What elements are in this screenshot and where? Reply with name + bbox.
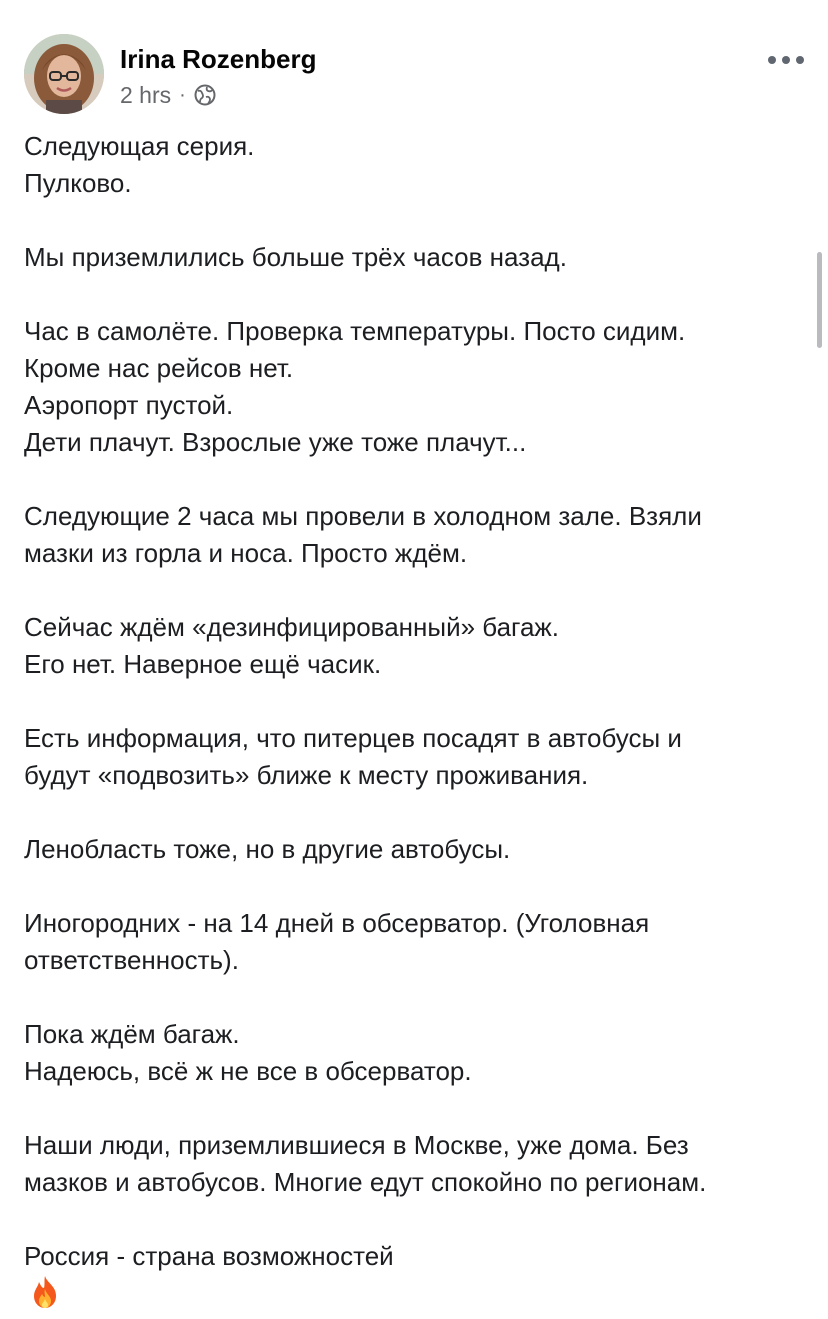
post-line: Кроме нас рейсов нет. xyxy=(24,353,294,383)
post-line: мазков и автобусов. Многие едут спокойно по регионам. xyxy=(24,1167,707,1197)
post-line: Аэропорт пустой. xyxy=(24,390,234,420)
post-text xyxy=(24,128,808,1309)
more-options-icon[interactable] xyxy=(768,50,804,70)
fire-icon xyxy=(30,1275,60,1309)
meta-separator: · xyxy=(179,83,186,106)
post-line: мазки из горла и носа. Просто ждём. xyxy=(24,538,468,568)
post-paragraph xyxy=(24,831,808,868)
post-line: Следующая серия. xyxy=(24,131,255,161)
post-time[interactable]: 2 hrs xyxy=(120,81,172,108)
post-meta xyxy=(120,80,216,110)
post-paragraph xyxy=(24,1016,808,1090)
more-dot xyxy=(796,56,804,64)
more-dot xyxy=(782,56,790,64)
author-name[interactable]: Irina Rozenberg xyxy=(120,44,317,74)
post-paragraph xyxy=(24,313,808,461)
post-line: Есть информация, что питерцев посадят в автобусы и xyxy=(24,723,682,753)
post-paragraph xyxy=(24,905,808,979)
post-paragraph xyxy=(24,239,808,276)
post-line: Пока ждём багаж. xyxy=(24,1019,240,1049)
post-line: ответственность). xyxy=(24,945,239,975)
post-line: Мы приземлились больше трёх часов назад. xyxy=(24,242,567,272)
globe-icon[interactable] xyxy=(194,84,216,106)
post-line: Наши люди, приземлившиеся в Москве, уже дома. Без xyxy=(24,1130,689,1160)
avatar[interactable] xyxy=(24,34,104,114)
post-paragraph xyxy=(24,1127,808,1201)
post-line: Ленобласть тоже, но в другие автобусы. xyxy=(24,834,511,864)
post-line: будут «подвозить» ближе к месту проживания. xyxy=(24,760,589,790)
post-paragraph xyxy=(24,1238,808,1309)
post-line: Пулково. xyxy=(24,168,132,198)
post-line: Его нет. Наверное ещё часик. xyxy=(24,649,382,679)
post-line: Иногородних - на 14 дней в обсерватор. (Уголовная xyxy=(24,908,650,938)
post-line: Надеюсь, всё ж не все в обсерватор. xyxy=(24,1056,472,1086)
post-paragraph xyxy=(24,720,808,794)
post-line: Россия - страна возможностей xyxy=(24,1241,394,1271)
post-line: Дети плачут. Взрослые уже тоже плачут... xyxy=(24,427,527,457)
scrollbar[interactable] xyxy=(817,252,822,348)
post-header xyxy=(24,34,804,116)
avatar-photo xyxy=(24,34,104,114)
post-paragraph xyxy=(24,498,808,572)
post-paragraph xyxy=(24,128,808,202)
post-line: Час в самолёте. Проверка температуры. Посто сидим. xyxy=(24,316,686,346)
post-paragraph xyxy=(24,609,808,683)
more-dot xyxy=(768,56,776,64)
post-line: Следующие 2 часа мы провели в холодном зале. Взяли xyxy=(24,501,702,531)
post-line: Сейчас ждём «дезинфицированный» багаж. xyxy=(24,612,560,642)
